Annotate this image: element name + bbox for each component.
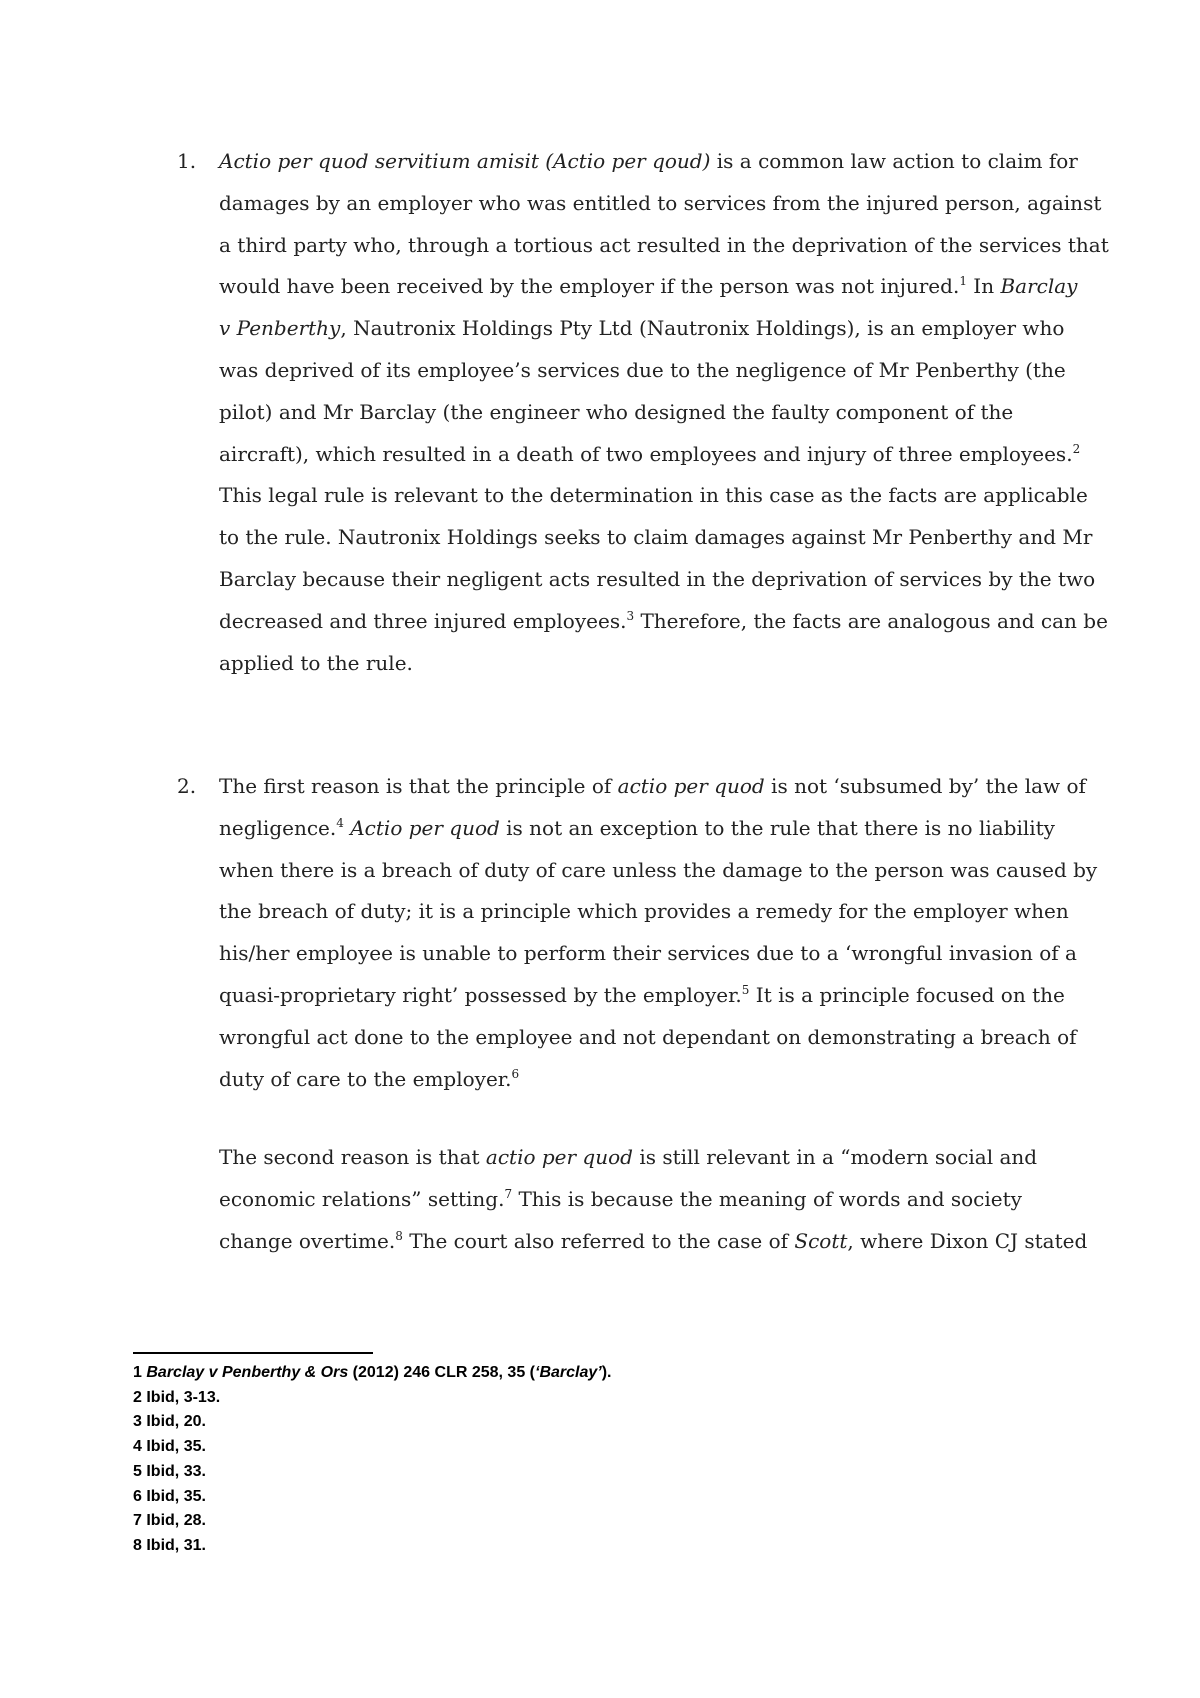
paragraph-1-number: 1. bbox=[177, 149, 197, 173]
paragraph-2-number: 2. bbox=[177, 774, 197, 798]
paragraph-line: decreased and three injured employees.$^3$ Therefore, the facts are analogous and can be bbox=[219, 608, 1108, 633]
footnote-ref[interactable]: 4 bbox=[336, 815, 344, 830]
footnote-ref[interactable]: 5 bbox=[741, 982, 750, 997]
paragraph-1 bbox=[219, 141, 1109, 684]
footnote-separator bbox=[133, 1352, 373, 1354]
footnote-item: 1 Barclay v Penberthy & Ors (2012) 246 CLR 258, 35 (‘Barclay’). bbox=[133, 1364, 612, 1381]
footnote-ref[interactable]: 6 bbox=[511, 1066, 520, 1081]
paragraph-line: would have been received by the employer if the person was not injured.$^1$ In Barclay bbox=[219, 274, 1078, 299]
paragraph-line: was deprived of its employee’s services due to the negligence of Mr Penberthy (the bbox=[219, 357, 1066, 382]
paragraph-line: wrongful act done to the employee and not dependant on demonstrating a breach of bbox=[219, 1024, 1077, 1049]
footnote-ref[interactable]: 3 bbox=[626, 608, 635, 623]
term: Actio per quod bbox=[350, 815, 500, 840]
footnote-item: 3 Ibid, 20. bbox=[133, 1413, 206, 1431]
paragraph-line: aircraft), which resulted in a death of two employees and injury of three employees.$^2$ bbox=[219, 441, 1081, 466]
paragraph-line: duty of care to the employer.$^6$ bbox=[219, 1066, 520, 1091]
footnote-ref[interactable]: 1 bbox=[959, 274, 967, 289]
paragraph-line: damages by an employer who was entitled to services from the injured person, against bbox=[219, 190, 1102, 215]
paragraph-line: to the rule. Nautronix Holdings seeks to claim damages against Mr Penberthy and Mr bbox=[219, 525, 1093, 550]
case-name: Scott bbox=[794, 1228, 848, 1253]
term: actio per quod bbox=[485, 1145, 633, 1169]
footnote-ref[interactable]: 2 bbox=[1072, 441, 1081, 456]
paragraph-line: pilot) and Mr Barclay (the engineer who designed the faulty component of the bbox=[219, 399, 1014, 424]
paragraph-line: Actio per quod servitium amisit (Actio per qoud) is a common law action to claim for bbox=[219, 149, 1078, 173]
footnote-item: 6 Ibid, 35. bbox=[133, 1487, 206, 1505]
footnote-item: 2 Ibid, 3-13. bbox=[133, 1388, 221, 1406]
paragraph-line: the breach of duty; it is a principle which provides a remedy for the employer when bbox=[219, 899, 1069, 924]
paragraph-line: change overtime.$^8$ The court also referred to the case of Scott, where Dixon CJ stated bbox=[219, 1228, 1088, 1253]
footnotes bbox=[133, 1361, 612, 1559]
paragraph-line: applied to the rule. bbox=[219, 650, 413, 675]
footnote-item: 5 Ibid, 33. bbox=[133, 1462, 206, 1480]
paragraph-line: his/her employee is unable to perform their services due to a ‘wrongful invasion of a bbox=[219, 941, 1077, 966]
footnote-ref[interactable]: 7 bbox=[504, 1186, 513, 1201]
paragraph-line: The second reason is that actio per quod is still relevant in a “modern social and bbox=[219, 1145, 1038, 1169]
paragraph-line: quasi-proprietary right’ possessed by the employer.$^5$ It is a principle focused on the bbox=[219, 982, 1065, 1007]
paragraph-line: v Penberthy, Nautronix Holdings Pty Ltd (Nautronix Holdings), is an employer who bbox=[219, 316, 1065, 341]
case-name: v Penberthy bbox=[219, 316, 341, 341]
paragraph-line: The first reason is that the principle of actio per quod is not ‘subsumed by’ the law of bbox=[219, 774, 1086, 798]
paragraph-line: a third party who, through a tortious act resulted in the deprivation of the services that bbox=[219, 232, 1109, 257]
footnote-ref[interactable]: 8 bbox=[395, 1228, 403, 1243]
paragraph-line: This legal rule is relevant to the determination in this case as the facts are applicable bbox=[219, 483, 1088, 508]
paragraph-line: when there is a breach of duty of care unless the damage to the person was caused by bbox=[219, 857, 1098, 882]
footnote-item: 7 Ibid, 28. bbox=[133, 1512, 206, 1530]
footnote-item: 8 Ibid, 31. bbox=[133, 1536, 206, 1554]
case-name: Actio per quod servitium amisit (Actio per qoud) bbox=[219, 149, 711, 173]
footnote-item: 4 Ibid, 35. bbox=[133, 1438, 206, 1456]
term: actio per quod bbox=[617, 774, 765, 798]
case-name: Barclay bbox=[1000, 274, 1078, 299]
paragraph-2 bbox=[219, 766, 1097, 1100]
paragraph-line: Barclay because their negligent acts resulted in the deprivation of services by the two bbox=[219, 566, 1096, 591]
paragraph-line: economic relations” setting.$^7$ This is because the meaning of words and society bbox=[219, 1186, 1022, 1211]
paragraph-line: negligence.$^4$ Actio per quod is not an exception to the rule that there is no liability bbox=[219, 815, 1055, 840]
paragraph-3 bbox=[219, 1137, 1087, 1262]
